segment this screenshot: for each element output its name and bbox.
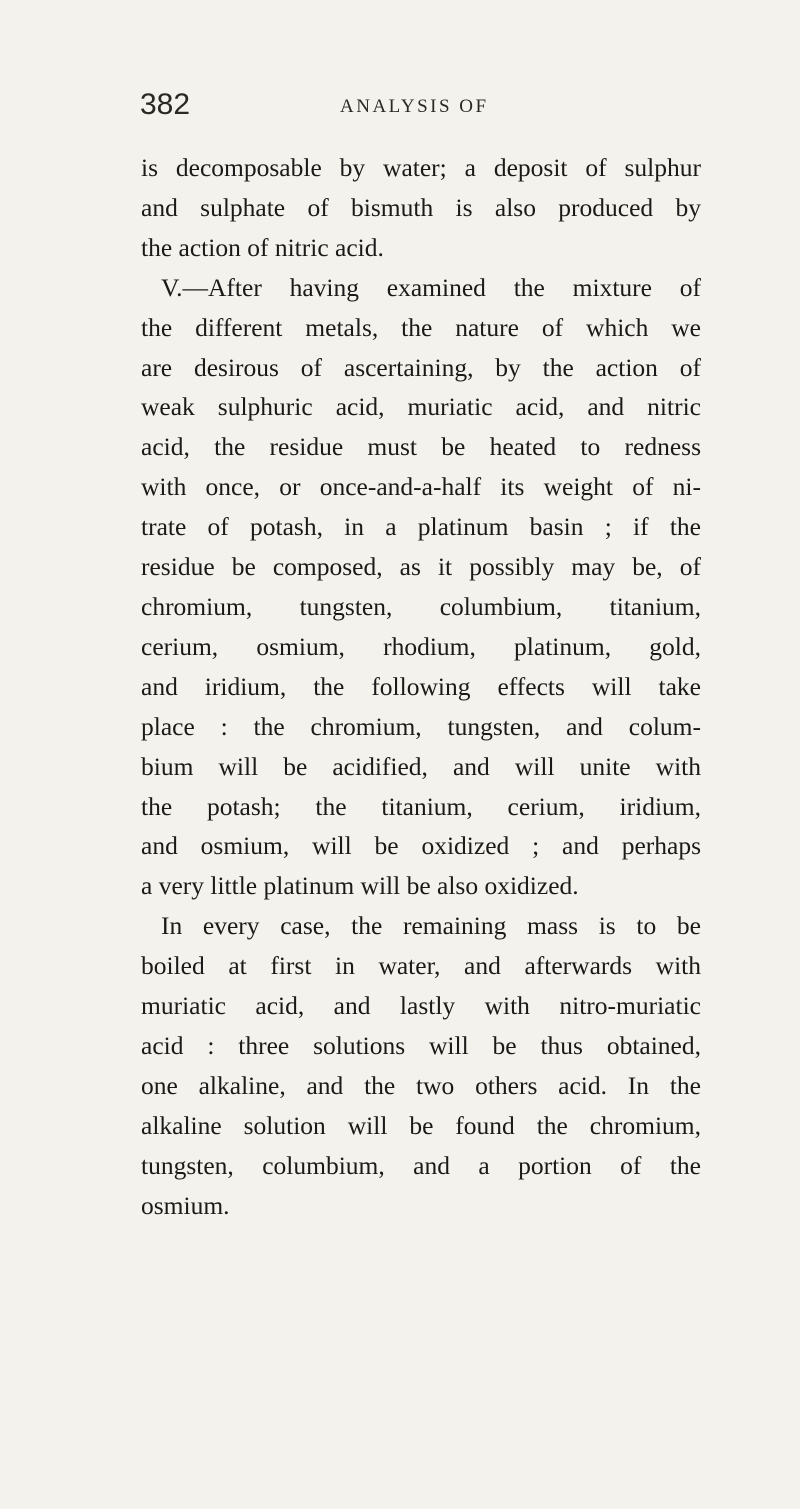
- text-line: osmium.: [141, 1190, 230, 1220]
- text-line: trate of potash, in a platinum basin ; if the: [141, 512, 701, 542]
- text-line: are desirous of ascertaining, by the action of: [141, 352, 701, 382]
- body-text: [141, 148, 701, 1225]
- text-line: chromium, tungsten, columbium, titanium,: [141, 591, 701, 621]
- text-line: and sulphate of bismuth is also produced by: [141, 192, 701, 222]
- text-line: a very little platinum will be also oxidized.: [141, 871, 579, 901]
- text-line: the action of nitric acid.: [141, 232, 384, 262]
- text-line: residue be composed, as it possibly may be, of: [141, 552, 701, 582]
- text-line: acid : three solutions will be thus obtained,: [141, 1030, 701, 1060]
- text-line: the different metals, the nature of which we: [141, 312, 701, 342]
- text-line: muriatic acid, and lastly with nitro-muriatic: [141, 991, 701, 1021]
- text-line: place : the chromium, tungsten, and colum-: [141, 711, 701, 741]
- text-line: is decomposable by water; a deposit of sulphur: [141, 153, 701, 182]
- running-title: ANALYSIS OF: [340, 96, 489, 117]
- running-head: [140, 88, 690, 128]
- text-line: tungsten, columbium, and a portion of the: [141, 1150, 701, 1180]
- text-line: In every case, the remaining mass is to be: [161, 911, 701, 941]
- text-line: weak sulphuric acid, muriatic acid, and nitric: [141, 392, 701, 422]
- text-line: cerium, osmium, rhodium, platinum, gold,: [141, 631, 701, 661]
- text-line: V.—After having examined the mixture of: [161, 272, 701, 302]
- text-line: alkaline solution will be found the chromium,: [141, 1110, 701, 1140]
- text-line: and osmium, will be oxidized ; and perhaps: [141, 831, 701, 861]
- text-line: one alkaline, and the two others acid. In the: [141, 1070, 701, 1100]
- text-line: the potash; the titanium, cerium, iridium,: [141, 791, 701, 821]
- text-line: acid, the residue must be heated to redness: [141, 432, 701, 462]
- text-line: with once, or once-and-a-half its weight of ni-: [141, 472, 701, 502]
- page-number: 382: [140, 88, 191, 121]
- text-line: and iridium, the following effects will take: [141, 671, 701, 701]
- text-line: bium will be acidified, and will unite with: [141, 751, 701, 781]
- text-line: boiled at first in water, and afterwards with: [141, 951, 701, 981]
